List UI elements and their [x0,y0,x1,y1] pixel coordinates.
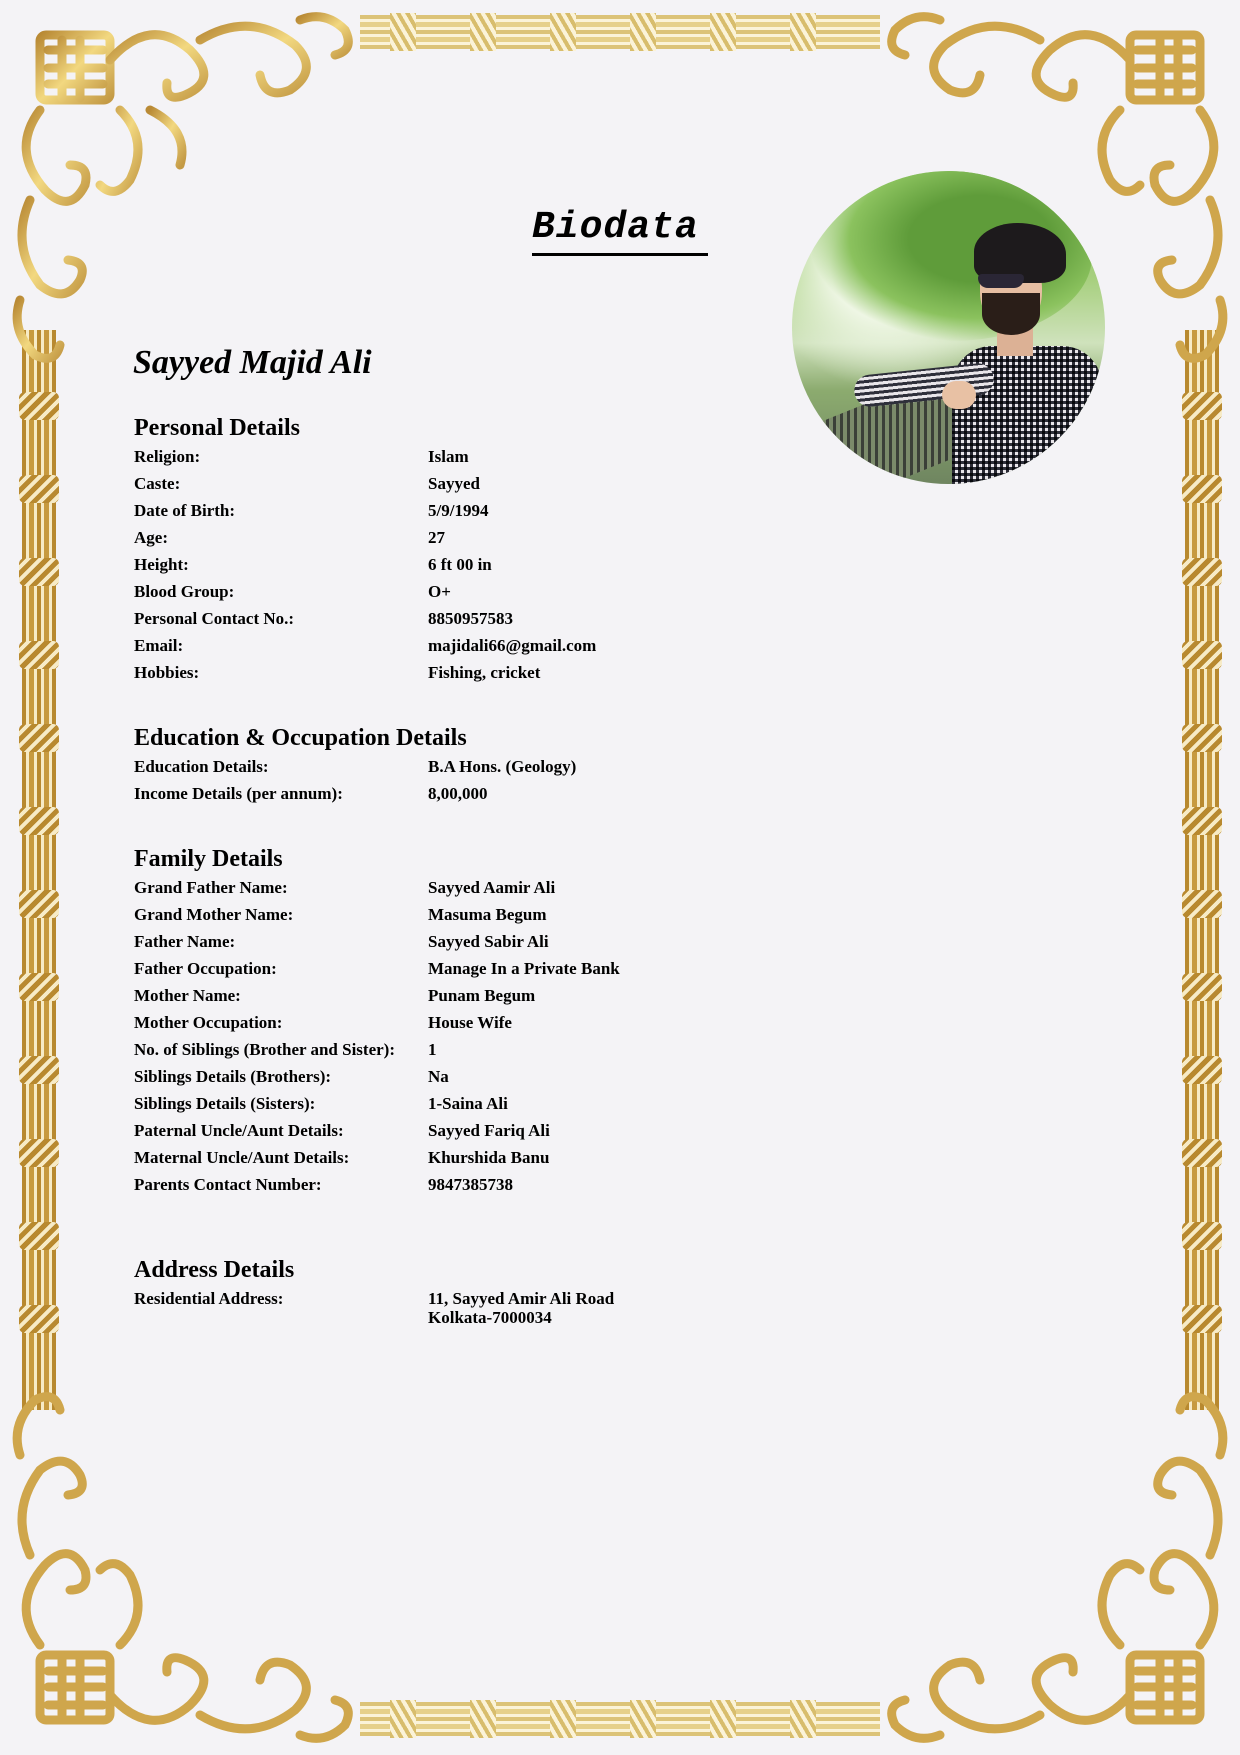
detail-row [134,582,694,601]
frame-left-bar [22,330,56,1410]
detail-row [134,757,694,776]
detail-row [134,447,694,466]
detail-row [134,1289,694,1327]
detail-value: Na [428,1067,449,1086]
section-heading: Address Details [134,1257,295,1283]
ornament-icon [0,1355,400,1755]
detail-label: Parents Contact Number: [134,1175,322,1194]
detail-value: Sayyed Aamir Ali [428,878,556,897]
detail-value: Sayyed Sabir Ali [428,932,549,951]
detail-label: Father Occupation: [134,959,277,978]
detail-row [134,528,694,547]
detail-row [134,636,694,655]
detail-row [134,1067,694,1086]
page-title: Biodata [532,206,699,249]
detail-value: Punam Begum [428,986,536,1005]
frame-right-bar [1185,330,1219,1410]
detail-value: 9847385738 [428,1175,513,1194]
detail-row [134,1040,694,1059]
detail-row [134,1094,694,1113]
detail-value: Khurshida Banu [428,1148,550,1167]
detail-row [134,555,694,574]
detail-label: Mother Occupation: [134,1013,283,1032]
detail-value: O+ [428,582,451,601]
section-heading: Personal Details [134,415,300,441]
section-heading: Family Details [134,846,283,872]
section-heading: Education & Occupation Details [134,725,467,751]
detail-label: Paternal Uncle/Aunt Details: [134,1121,344,1140]
address-line-1: 11, Sayyed Amir Ali Road [428,1289,615,1308]
detail-label: Maternal Uncle/Aunt Details: [134,1148,350,1167]
section-education-details [134,723,694,811]
detail-row [134,1013,694,1032]
detail-row [134,959,694,978]
detail-row [134,1175,694,1194]
detail-label: Religion: [134,447,201,466]
detail-value: 8,00,000 [428,784,488,803]
detail-value: Masuma Begum [428,905,547,924]
detail-label: Siblings Details (Brothers): [134,1067,332,1086]
detail-label: Hobbies: [134,663,200,682]
section-personal-details [134,413,694,690]
detail-value: Sayyed [428,474,480,493]
detail-value: Fishing, cricket [428,663,541,682]
section-address-details [134,1255,694,1335]
corner-ornament-top-left [0,0,400,400]
section-family-details [134,844,694,1202]
detail-label: Mother Name: [134,986,241,1005]
address-value [428,1289,694,1327]
detail-label: Date of Birth: [134,501,236,520]
detail-row [134,878,694,897]
detail-value: Islam [428,447,469,466]
detail-row [134,986,694,1005]
detail-value: Manage In a Private Bank [428,959,620,978]
detail-value: House Wife [428,1013,512,1032]
detail-label: Age: [134,528,168,547]
ornament-icon [840,1355,1240,1755]
detail-row [134,609,694,628]
detail-value: 27 [428,528,445,547]
detail-row [134,501,694,520]
detail-label: Income Details (per annum): [134,784,343,803]
email-value: majidali66@gmail.com [428,636,597,655]
detail-row [134,663,694,682]
detail-label: No. of Siblings (Brother and Sister): [134,1040,396,1059]
detail-row [134,1148,694,1167]
detail-label: Blood Group: [134,582,235,601]
frame-top-bar [360,15,880,49]
ornament-icon [0,0,400,400]
detail-row [134,932,694,951]
detail-value: 6 ft 00 in [428,555,492,574]
detail-value: Sayyed Fariq Ali [428,1121,550,1140]
corner-ornament-bottom-right [840,1355,1240,1755]
corner-ornament-bottom-left [0,1355,400,1755]
detail-label: Residential Address: [134,1289,284,1308]
title-underline [532,253,708,256]
detail-value: B.A Hons. (Geology) [428,757,577,776]
detail-value: 8850957583 [428,609,513,628]
address-line-2: Kolkata-7000034 [428,1308,552,1327]
detail-label: Email: [134,636,184,655]
detail-label: Grand Father Name: [134,878,288,897]
detail-label: Height: [134,555,189,574]
detail-value: 1 [428,1040,437,1059]
detail-value: 5/9/1994 [428,501,489,520]
frame-bottom-bar [360,1702,880,1736]
detail-row [134,1121,694,1140]
detail-label: Grand Mother Name: [134,905,294,924]
profile-photo [792,171,1105,484]
detail-label: Personal Contact No.: [134,609,295,628]
detail-row [134,905,694,924]
detail-row [134,474,694,493]
detail-label: Father Name: [134,932,236,951]
person-name: Sayyed Majid Ali [133,344,372,381]
detail-label: Caste: [134,474,181,493]
detail-value: 1-Saina Ali [428,1094,508,1113]
detail-label: Education Details: [134,757,269,776]
detail-label: Siblings Details (Sisters): [134,1094,316,1113]
detail-row [134,784,694,803]
